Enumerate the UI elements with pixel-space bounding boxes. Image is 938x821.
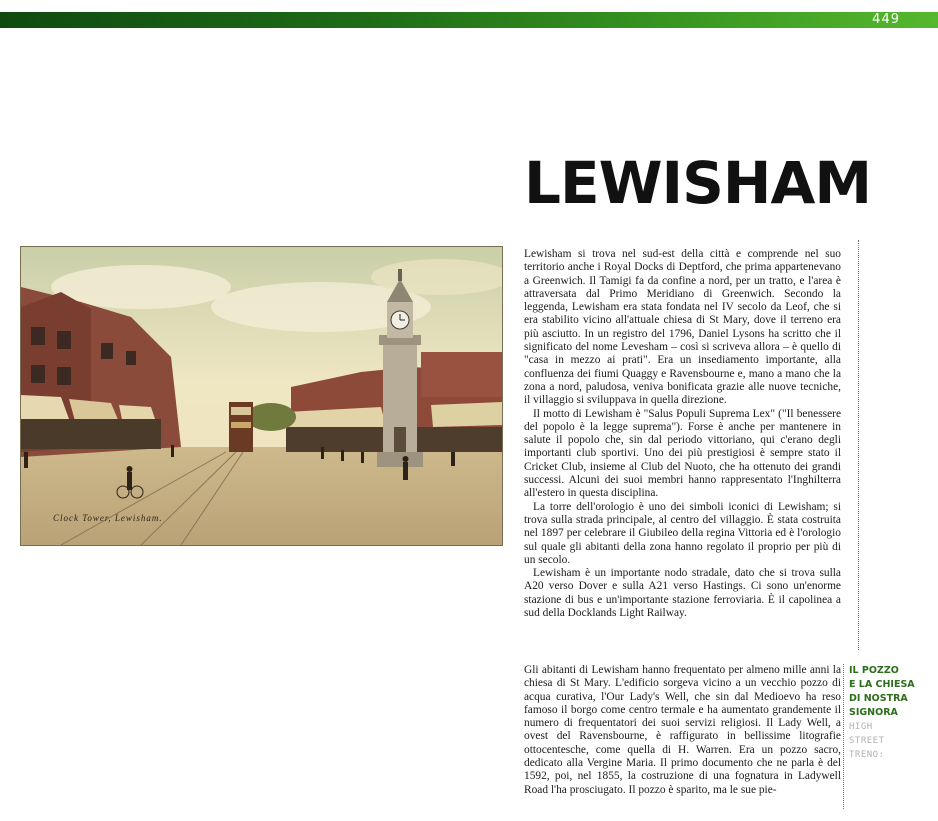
header-bar — [0, 12, 938, 28]
sidebar-sub-line: TRENO: — [849, 750, 885, 760]
sidebar-sub-line: HIGH — [849, 722, 873, 732]
sidebar-heading-line: SIGNORA — [849, 707, 898, 718]
paragraph: Lewisham si trova nel sud-est della città e comprende nel suo territorio anche i Royal Docks di Deptford, che prima appartenevano a Greenwich. Il Tamigi fa da confine a nord, per un tratto, e l'area è attraversata dal Primo Meridiano di Greenwich. Secondo la leggenda, Lewisham era stata fondata nel IV secolo da Leof, che si era stabilito vicino all'attuale chiesa di St Mary, dove il terreno era più asciutto. In un registro del 1796, Daniel Lysons ha scritto che il significato del nome Levesham – così si scriveva allora – è quello di "casa in mezzo ai prati". Era un insediamento importante, alla confluenza dei fiumi Quaggy e Ravensbourne e, mano a mano che la zona a nord, paludosa, veniva bonificata grazie alle nuove tecniche, il villaggio si sviluppava in quella direzione. — [524, 248, 841, 407]
paragraph: Il motto di Lewisham è "Salus Populi Suprema Lex" ("Il benessere del popolo è la legge suprema"). Forse è anche per mantenere in salute il popolo che, sin dal periodo vittoriano, qui c'erano degli importanti club sportivi. Uno dei più prestigiosi è sempre stato il Cricket Club, insieme al Club del Nuoto, che ha ottenuto dei grandi successi. Alcuni dei suoi membri hanno rappresentato l'Inghilterra all'estero in questa disciplina. — [524, 407, 841, 500]
article-section-1 — [524, 248, 841, 620]
sidebar-heading-line: IL POZZO — [849, 665, 899, 676]
paragraph: Lewisham è un importante nodo stradale, dato che si trova sulla A20 verso Dover e sulla A21 verso Hastings. Ci sono un'enorme stazione di bus e un'importante stazione ferroviaria. È il capolinea a sud della Docklands Light Railway. — [524, 567, 841, 620]
dotted-divider — [843, 664, 844, 809]
article-section-2 — [524, 664, 841, 797]
clock-tower-illustration — [21, 247, 502, 545]
dotted-divider — [858, 240, 859, 650]
sidebar-heading-line: DI NOSTRA — [849, 693, 908, 704]
postcard-photo — [20, 246, 503, 546]
paragraph: Gli abitanti di Lewisham hanno frequentato per almeno mille anni la chiesa di St Mary. L'edificio sorgeva vicino a un vecchio pozzo di acqua curativa, l'Our Lady's Well, che sin dal Medioevo ha reso famoso il borgo come centro termale e ha aumentato grandemente il numero di frequentatori dei suoi servizi religiosi. Il Lady Well, a ovest del Ravensbourne, è raffigurato in bellissime litografie ottocentesche, come quella di H. Warren. Era un pozzo sacro, dedicato alla Vergine Maria. Il primo documento che ne parla è del 1592, poi, nel 1855, la costruzione di una fognatura in Ladywell Road l'ha prosciugato. Il pozzo è sparito, ma le sue pie- — [524, 664, 841, 796]
paragraph: La torre dell'orologio è uno dei simboli iconici di Lewisham; si trova sulla strada principale, al centro del villaggio. È stata costruita nel 1897 per celebrare il Giubileo della regina Vittoria ed è l'orologio sul quale gli abitanti della zona hanno regolato il proprio per più di un secolo. — [524, 500, 841, 566]
page-title: LEWISHAM — [524, 149, 872, 217]
sidebar-note — [849, 664, 929, 762]
page-number: 449 — [872, 12, 900, 27]
sidebar-heading-line: E LA CHIESA — [849, 679, 915, 690]
sidebar-sub-line: STREET — [849, 736, 885, 746]
photo-caption: Clock Tower, Lewisham. — [53, 513, 163, 523]
